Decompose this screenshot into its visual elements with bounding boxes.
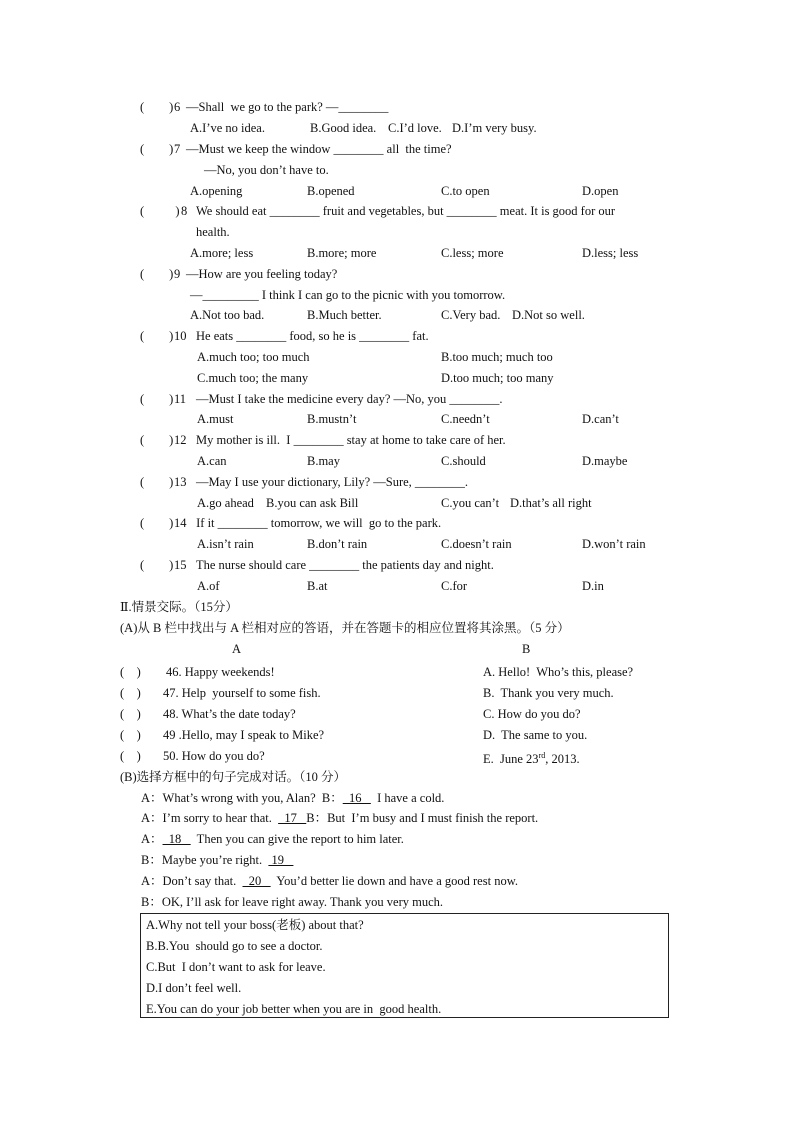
match-left-item: 48. What’s the date today? bbox=[163, 707, 296, 721]
match-left-item: 50. How do you do? bbox=[163, 749, 265, 763]
question-stem-cont: —_________ I think I can go to the picnic with you tomorrow. bbox=[190, 288, 506, 302]
match-left-item: 46. Happy weekends! bbox=[166, 665, 275, 679]
answer-paren[interactable]: ( ) bbox=[140, 392, 174, 406]
option-c[interactable]: C.doesn’t rain bbox=[441, 537, 512, 551]
match-right-item: B. Thank you very much. bbox=[483, 686, 614, 700]
option-a[interactable]: A.isn’t rain bbox=[197, 537, 254, 551]
answer-paren[interactable]: ( ) bbox=[140, 516, 174, 530]
question-stem: We should eat ________ fruit and vegetables, but ________ meat. It is good for our bbox=[196, 204, 616, 218]
option-b[interactable]: B.may bbox=[307, 454, 340, 468]
question-stem: —Must I take the medicine every day? —No, you ________. bbox=[196, 392, 503, 406]
option-d[interactable]: D.can’t bbox=[582, 412, 619, 426]
question-num: 6 bbox=[174, 100, 181, 114]
option-c[interactable]: C.much too; the many bbox=[197, 371, 309, 385]
box-option-c: C.But I don’t want to ask for leave. bbox=[146, 960, 326, 974]
question-stem: —May I use your dictionary, Lily? —Sure, ________. bbox=[196, 475, 469, 489]
option-d[interactable]: D.too much; too many bbox=[441, 371, 554, 385]
match-right-item: C. How do you do? bbox=[483, 707, 581, 721]
answer-paren[interactable]: ( ) bbox=[120, 728, 141, 742]
question-stem-cont: health. bbox=[196, 225, 230, 239]
option-a[interactable]: A.go ahead bbox=[197, 496, 254, 510]
option-a[interactable]: A.I’ve no idea. bbox=[190, 121, 265, 135]
option-c[interactable]: C.to open bbox=[441, 184, 490, 198]
dialogue-line: B：OK, I’ll ask for leave right away. Thank you very much. bbox=[141, 895, 444, 909]
part-a-instruction: (A)从 B 栏中找出与 A 栏相对应的答语，并在答题卡的相应位置将其涂黑。（5 分） bbox=[120, 621, 570, 635]
option-d[interactable]: D.open bbox=[582, 184, 619, 198]
option-a[interactable]: A.much too; too much bbox=[197, 350, 310, 364]
option-b[interactable]: B.more; more bbox=[307, 246, 377, 260]
answer-paren[interactable]: ( ) bbox=[120, 749, 141, 763]
question-stem: If it ________ tomorrow, we will go to the park. bbox=[193, 516, 442, 530]
column-a-header: A bbox=[232, 642, 242, 656]
option-d[interactable]: D.won’t rain bbox=[582, 537, 646, 551]
question-stem: He eats ________ food, so he is ________ fat. bbox=[196, 329, 429, 343]
answer-paren[interactable]: ( ) bbox=[140, 142, 174, 156]
question-num: 15 bbox=[174, 558, 187, 572]
option-b[interactable]: B.at bbox=[307, 579, 328, 593]
dialogue-line: B：Maybe you’re right. 19 bbox=[141, 853, 294, 867]
box-option-e: E.You can do your job better when you are in good health. bbox=[146, 1002, 442, 1016]
box-option-b: B.B.You should go to see a doctor. bbox=[146, 939, 323, 953]
dialogue-line: A：Don’t say that. 20 You’d better lie down and have a good rest now. bbox=[141, 874, 519, 888]
box-option-d: D.I don’t feel well. bbox=[146, 981, 242, 995]
option-a[interactable]: A.opening bbox=[190, 184, 243, 198]
answer-paren[interactable]: ( ) bbox=[140, 204, 180, 218]
question-num: 9 bbox=[174, 267, 181, 281]
match-right-item: A. Hello! Who’s this, please? bbox=[483, 665, 634, 679]
answer-paren[interactable]: ( ) bbox=[120, 686, 141, 700]
blank-20[interactable]: 20 bbox=[242, 874, 271, 888]
answer-paren[interactable]: ( ) bbox=[140, 267, 174, 281]
option-a[interactable]: A.Not too bad. bbox=[190, 308, 265, 322]
option-b[interactable]: B.Much better. bbox=[307, 308, 382, 322]
blank-18[interactable]: 18 bbox=[162, 832, 191, 846]
option-d[interactable]: D.that’s all right bbox=[510, 496, 592, 510]
option-c[interactable]: C.I’d love. bbox=[388, 121, 442, 135]
match-right-item: E. June 23rd, 2013. bbox=[483, 751, 580, 767]
question-num: 11 bbox=[174, 392, 187, 406]
option-c[interactable]: C.Very bad. bbox=[441, 308, 501, 322]
match-left-item: 47. Help yourself to some fish. bbox=[163, 686, 321, 700]
option-a[interactable]: A.of bbox=[197, 579, 220, 593]
option-d[interactable]: D.Not so well. bbox=[512, 308, 585, 322]
match-right-item: D. The same to you. bbox=[483, 728, 588, 742]
question-num: 12 bbox=[174, 433, 187, 447]
option-a[interactable]: A.can bbox=[197, 454, 227, 468]
option-c[interactable]: C.should bbox=[441, 454, 486, 468]
question-num: 7 bbox=[174, 142, 181, 156]
column-b-header: B bbox=[522, 642, 531, 656]
question-stem: —Must we keep the window ________ all the time? bbox=[186, 142, 452, 156]
option-c[interactable]: C.for bbox=[441, 579, 468, 593]
question-num: 14 bbox=[174, 516, 187, 530]
option-a[interactable]: A.more; less bbox=[190, 246, 254, 260]
blank-16[interactable]: 16 bbox=[342, 791, 371, 805]
dialogue-line: A：What’s wrong with you, Alan? B： 16 I have a cold. bbox=[141, 791, 445, 805]
option-d[interactable]: D.maybe bbox=[582, 454, 628, 468]
dialogue-line: A：I’m sorry to hear that. 17 B：But I’m busy and I must finish the report. bbox=[141, 811, 539, 825]
answer-paren[interactable]: ( ) bbox=[140, 475, 174, 489]
option-b[interactable]: B.Good idea. bbox=[310, 121, 377, 135]
answer-paren[interactable]: ( ) bbox=[140, 329, 174, 343]
question-num: 8 bbox=[181, 204, 188, 218]
answer-paren[interactable]: ( ) bbox=[140, 433, 174, 447]
option-c[interactable]: C.you can’t bbox=[441, 496, 500, 510]
question-stem: —How are you feeling today? bbox=[186, 267, 338, 281]
question-stem: —Shall we go to the park? —________ bbox=[186, 100, 389, 114]
option-a[interactable]: A.must bbox=[197, 412, 234, 426]
question-stem: The nurse should care ________ the patients day and night. bbox=[196, 558, 494, 572]
answer-paren[interactable]: ( ) bbox=[140, 100, 174, 114]
answer-paren[interactable]: ( ) bbox=[140, 558, 174, 572]
option-b[interactable]: B.don’t rain bbox=[307, 537, 368, 551]
option-b[interactable]: B.opened bbox=[307, 184, 355, 198]
option-c[interactable]: C.needn’t bbox=[441, 412, 490, 426]
dialogue-line: A： 18 Then you can give the report to him later. bbox=[141, 832, 404, 846]
question-stem: My mother is ill. I ________ stay at home to take care of her. bbox=[196, 433, 506, 447]
answer-paren[interactable]: ( ) bbox=[120, 707, 141, 721]
option-b[interactable]: B.mustn’t bbox=[307, 412, 357, 426]
question-num: 10 bbox=[174, 329, 187, 343]
option-c[interactable]: C.less; more bbox=[441, 246, 504, 260]
blank-19[interactable]: 19 bbox=[268, 853, 294, 867]
option-d[interactable]: D.I’m very busy. bbox=[452, 121, 537, 135]
option-b[interactable]: B.you can ask Bill bbox=[266, 496, 359, 510]
blank-17[interactable]: 17 bbox=[278, 811, 307, 825]
match-left-item: 49 .Hello, may I speak to Mike? bbox=[163, 728, 325, 742]
box-option-a: A.Why not tell your boss(老板) about that? bbox=[146, 918, 364, 932]
option-d[interactable]: D.in bbox=[582, 579, 604, 593]
section-title: Ⅱ.情景交际。（15分） bbox=[120, 600, 238, 614]
part-b-instruction: (B)选择方框中的句子完成对话。（10 分） bbox=[120, 770, 347, 784]
answer-paren[interactable]: ( ) bbox=[120, 665, 141, 679]
option-b[interactable]: B.too much; much too bbox=[441, 350, 553, 364]
question-num: 13 bbox=[174, 475, 187, 489]
question-stem-cont: —No, you don’t have to. bbox=[204, 163, 329, 177]
option-d[interactable]: D.less; less bbox=[582, 246, 639, 260]
options-box bbox=[140, 913, 669, 1018]
